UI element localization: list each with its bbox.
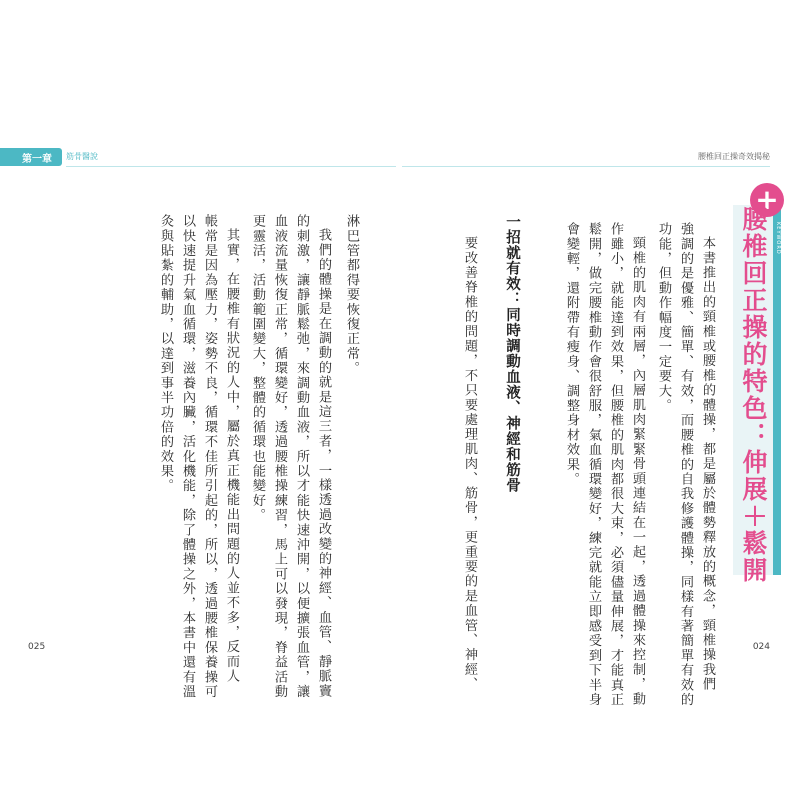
- text-column: 鬆開，做完腰椎動作會很舒服，氣血循環變好，練完就能立即感受到下半身: [586, 222, 601, 708]
- text-column: 更靈活，活動範圍變大，整體的循環也能變好。: [250, 214, 265, 523]
- header-rule-left: [66, 166, 396, 167]
- text-column: 血液流量恢復正常，循環變好，透過腰椎操練習，馬上可以發現，脊益活動: [272, 214, 287, 700]
- chapter-tab-label: 第一章: [22, 153, 52, 165]
- text-column: 強調的是優雅、簡單、有效，而腰椎的自我修護體操，同樣有著簡單有效的: [678, 222, 693, 708]
- text-column: 灸與貼紮的輔助，以達到事半功倍的效果。: [158, 214, 173, 494]
- text-column: 帳常是因為壓力，姿勢不良，循環不佳所引起的，所以，透過腰椎保養操可: [202, 214, 217, 700]
- text-column: 我們的體操是在調動的就是這三者，一樣透過改變的神經、血管、靜脈竇: [316, 228, 331, 699]
- text-column: 要改善脊椎的問題，不只要處理肌肉、筋骨，更重要的是血管、神經、: [462, 236, 477, 692]
- text-column: 的刺激，讓靜脈鬆弛，來調動血液，所以才能快速沖開，以便擴張血管，讓: [294, 214, 309, 700]
- chapter-subtitle: 筋骨醫說: [66, 152, 98, 161]
- text-column: 頸椎的肌肉有兩層，內層肌肉緊緊骨頭連結在一起，透過體操來控制，動: [630, 236, 645, 707]
- text-column: 作雖小，就能達到效果，但腰椎的肌肉都很大束，必須儘量伸展，才能真正: [608, 222, 623, 708]
- plus-icon: +: [750, 183, 784, 217]
- title-bar-accent: [773, 205, 781, 575]
- section-title: 腰椎回正操的特色：伸展＋鬆開: [739, 206, 768, 584]
- text-column: 其實，在腰椎有狀況的人中，屬於真正機能出問題的人並不多，反而人: [224, 228, 239, 684]
- keyword-label: KEYWORD: [775, 222, 781, 255]
- chapter-tab: [12, 148, 62, 166]
- page-number-right: 024: [752, 642, 770, 652]
- running-head: 腰椎回正操奇效揭秘: [698, 152, 770, 161]
- text-column: 以快速提升氣血循環，滋養內臟，活化機能，除了體操之外，本書中還有溫: [180, 214, 195, 700]
- subsection-heading: 一招就有效：同時調動血液、神經和筋骨: [504, 214, 521, 493]
- text-column: 功能，但動作幅度一定要大。: [656, 222, 671, 414]
- text-column: 本書推出的頸椎或腰椎的體操，都是屬於體勢釋放的概念，頸椎操我們: [700, 236, 715, 692]
- text-column: 淋巴管都得要恢復正常。: [344, 214, 359, 376]
- page-number-left: 025: [28, 642, 46, 652]
- header-rule-right: [402, 166, 770, 167]
- text-column: 會變輕，還附帶有瘦身、調整身材效果。: [564, 222, 579, 487]
